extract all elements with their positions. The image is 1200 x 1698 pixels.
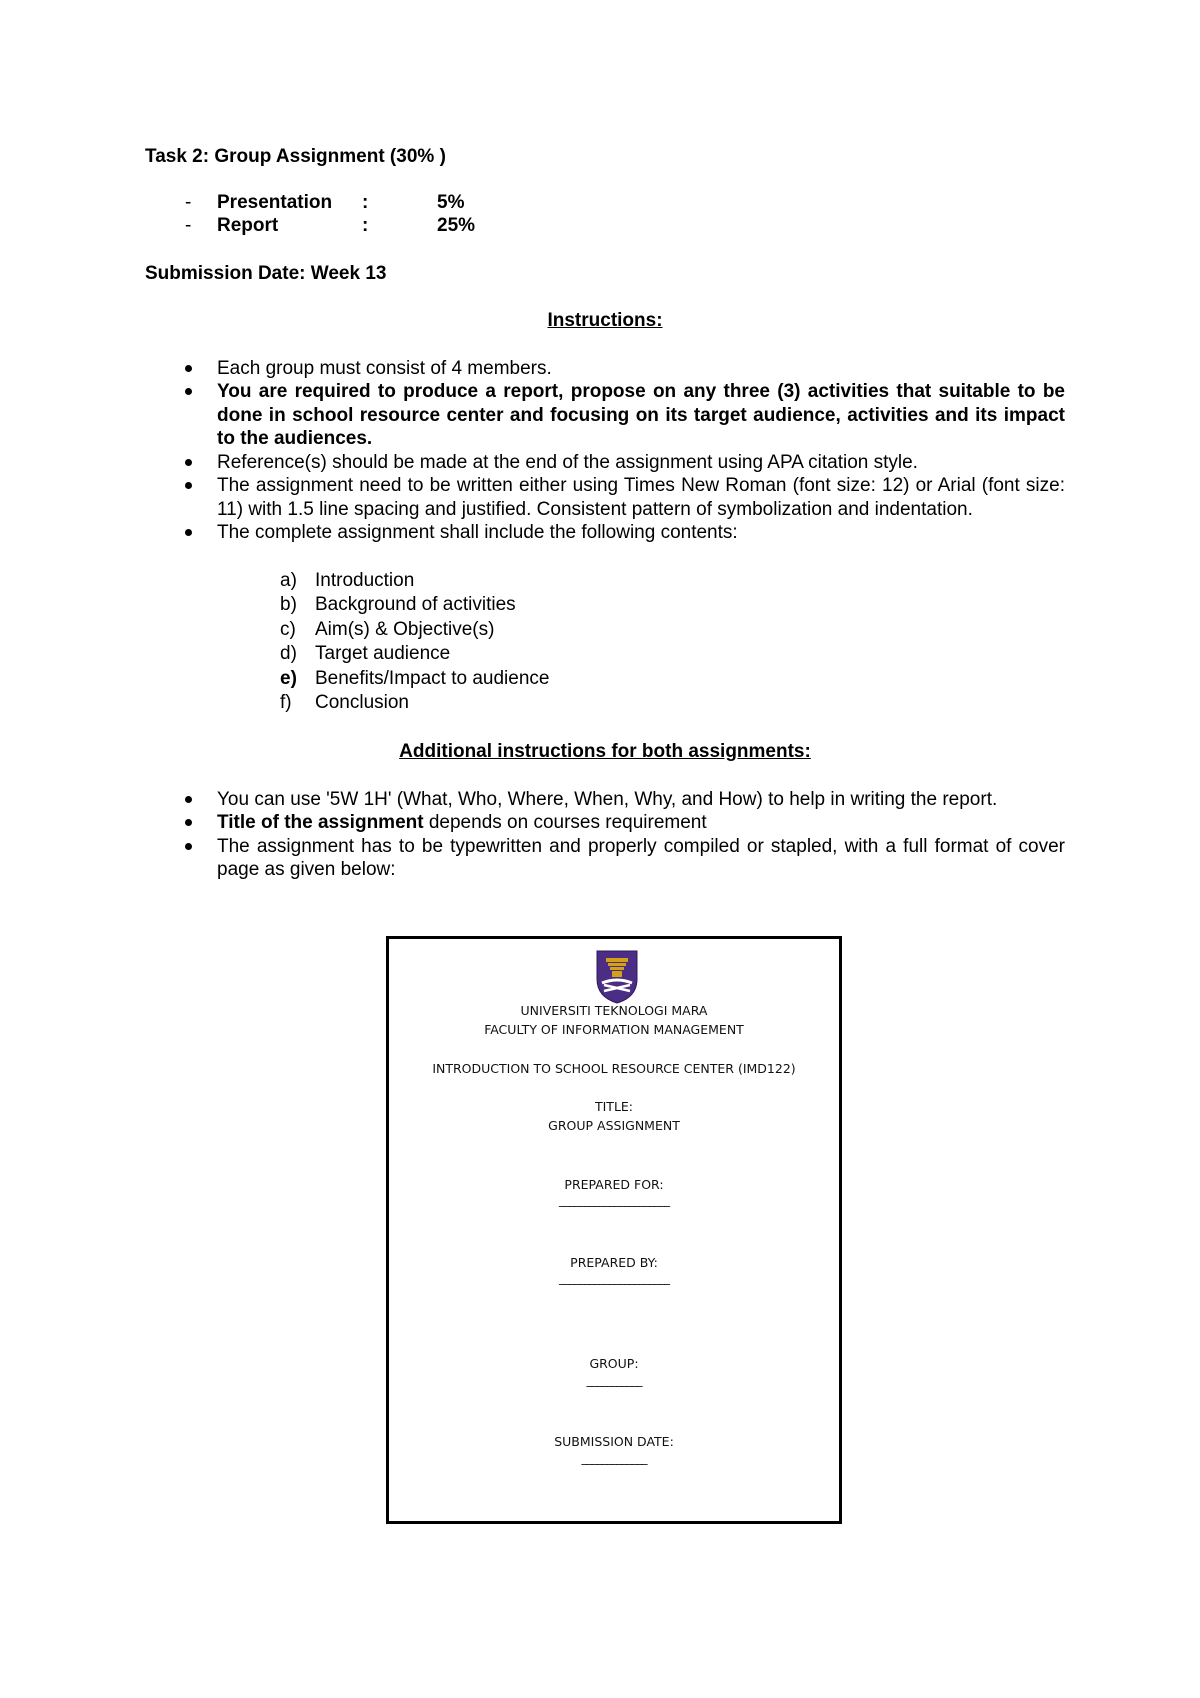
bullet-icon [145,451,217,475]
instruction-text: The assignment has to be typewritten and properly compiled or stapled, with a full format of cover page as given below: [217,835,1065,881]
bullet-icon [145,474,217,521]
cover-faculty: FACULTY OF INFORMATION MANAGEMENT [484,1022,744,1037]
instruction-text: The assignment need to be written either using Times New Roman (font size: 12) or Arial (font size: 11) with 1.5 line spacing and justified. Consistent pattern of symbolization and indentation. [217,475,1065,520]
list-item [145,474,1065,521]
list-item [145,642,1065,667]
content-letter: d) [280,643,297,665]
list-item [145,593,1065,618]
instruction-text: The complete assignment shall include the following contents: [217,522,738,543]
cover-blank-line: _____________ [581,1451,647,1465]
grading-list [145,191,1065,238]
list-item [145,451,1065,475]
content-letter: b) [280,594,297,616]
dash: - [185,191,192,213]
content-text: Target audience [315,643,451,665]
content-letter: c) [280,618,296,640]
cover-prepared-for: PREPARED FOR: [564,1177,664,1192]
instructions-list [145,357,1065,545]
dash: - [185,215,192,236]
content-text: Benefits/Impact to audience [315,667,550,689]
content-letter: a) [280,569,297,591]
grading-row-report [145,214,1065,238]
bullet-icon [145,521,217,545]
list-item [145,618,1065,643]
grading-value: 5% [437,191,465,213]
list-item [145,788,1065,812]
instruction-rest: depends on courses requirement [423,812,707,834]
cover-submission-date: SUBMISSION DATE: [554,1434,674,1449]
list-item [145,835,1065,882]
cover-blank-line: ______________________ [559,1193,669,1207]
colon: : [362,215,369,236]
instruction-text: You can use '5W 1H' (What, Who, Where, When, Why, and How) to help in writing the report. [217,788,998,810]
bullet-icon [145,380,217,451]
list-item [145,667,1065,692]
cover-university: UNIVERSITI TEKNOLOGI MARA [520,1003,708,1018]
cover-course: INTRODUCTION TO SCHOOL RESOURCE CENTER (IMD122) [432,1061,796,1076]
grading-label: Report [217,215,279,236]
content-text: Aim(s) & Objective(s) [315,618,495,640]
submission-date: Submission Date: Week 13 [145,262,387,284]
bullet-icon [145,788,217,812]
grading-label: Presentation [217,191,333,213]
instruction-text: Reference(s) should be made at the end of the assignment using APA citation style. [217,451,918,473]
contents-list [145,569,1065,717]
list-item [145,380,1065,451]
content-text: Background of activities [315,594,516,616]
cover-blank-line: ______________________ [559,1271,669,1285]
colon: : [362,191,369,213]
list-item [145,521,1065,545]
cover-group: GROUP: [589,1356,639,1371]
cover-prepared-by: PREPARED BY: [570,1255,658,1270]
instructions-title: Instructions: [547,310,663,331]
cover-title-value: GROUP ASSIGNMENT [548,1118,680,1133]
grading-value: 25% [437,215,476,236]
bullet-icon [145,835,217,882]
additional-instructions-title: Additional instructions for both assignments: [399,741,811,763]
bullet-icon [145,357,217,381]
content-letter: e) [280,667,297,689]
content-text: Introduction [315,569,415,591]
grading-row-presentation [145,191,1065,215]
cover-title-label: TITLE: [594,1099,634,1114]
bold-phrase: Title of the assignment [217,812,424,834]
list-item [145,357,1065,381]
list-item [145,811,1065,835]
task-heading: Task 2: Group Assignment (30% ) [145,146,446,167]
list-item [145,569,1065,594]
list-item [145,691,1065,716]
cover-blank-line: ___________ [586,1373,642,1387]
content-letter: f) [280,692,292,714]
instruction-text: Each group must consist of 4 members. [217,357,552,379]
university-crest-icon [594,949,640,1005]
content-text: Conclusion [315,692,409,714]
document-page [145,145,1065,882]
instruction-text: You are required to produce a report, propose on any three (3) activities that suitable to be done in school resource center and focusing on its target audience, activities and its impact to the audiences. [217,381,1065,449]
cover-page-sample [386,936,842,1524]
additional-instructions-list [145,788,1065,882]
bullet-icon [145,811,217,835]
instruction-text [217,811,1065,835]
